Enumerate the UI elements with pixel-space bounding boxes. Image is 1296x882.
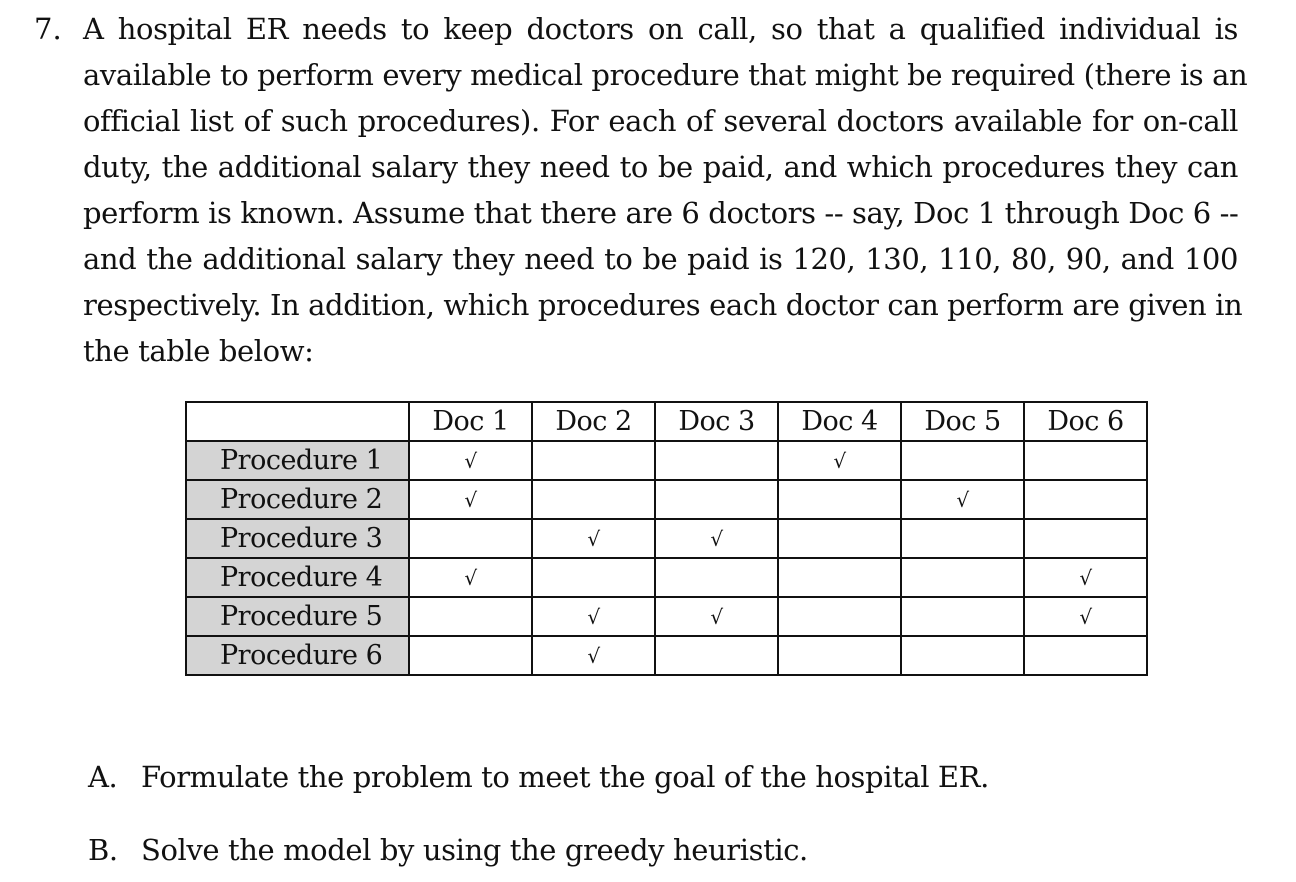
table-row	[186, 636, 1147, 675]
column-header: Doc 1	[409, 402, 532, 441]
part-text: Solve the model by using the greedy heuristic.	[141, 833, 808, 867]
table-row	[186, 597, 1147, 636]
question-part-a	[88, 760, 989, 794]
table-cell: √	[409, 441, 532, 480]
statement-line: A hospital ER needs to keep doctors on call, so that a qualified individual is	[83, 12, 1238, 46]
part-letter: A.	[88, 760, 118, 794]
table-cell: √	[532, 519, 655, 558]
table-cell	[532, 441, 655, 480]
table-cell	[901, 441, 1024, 480]
row-header: Procedure 5	[186, 597, 409, 636]
row-header: Procedure 6	[186, 636, 409, 675]
table-cell: √	[409, 480, 532, 519]
table-cell	[409, 636, 532, 675]
table-header-row	[186, 402, 1147, 441]
table-cell: √	[778, 441, 901, 480]
table-cell	[655, 441, 778, 480]
statement-line: official list of such procedures). For each of several doctors available for on-call	[83, 104, 1238, 138]
column-header: Doc 4	[778, 402, 901, 441]
table-row	[186, 519, 1147, 558]
table-cell	[532, 480, 655, 519]
table-cell	[778, 636, 901, 675]
column-header: Doc 2	[532, 402, 655, 441]
table-cell: √	[409, 558, 532, 597]
problem-statement	[83, 6, 1248, 374]
table-row	[186, 558, 1147, 597]
row-header: Procedure 4	[186, 558, 409, 597]
table-cell	[1024, 441, 1147, 480]
table-cell	[655, 558, 778, 597]
table-cell	[655, 480, 778, 519]
table-cell	[532, 558, 655, 597]
part-letter: B.	[88, 833, 118, 867]
table-cell	[655, 636, 778, 675]
statement-line: perform is known. Assume that there are 6 doctors -- say, Doc 1 through Doc 6 --	[83, 196, 1239, 230]
question-part-b	[88, 833, 808, 867]
statement-line: respectively. In addition, which procedures each doctor can perform are given in	[83, 288, 1243, 322]
doctor-procedure-table	[185, 401, 1148, 676]
row-header: Procedure 3	[186, 519, 409, 558]
table-cell	[901, 519, 1024, 558]
column-header: Doc 3	[655, 402, 778, 441]
table-cell: √	[1024, 558, 1147, 597]
table-row	[186, 480, 1147, 519]
column-header: Doc 5	[901, 402, 1024, 441]
table-cell	[778, 597, 901, 636]
table-cell	[901, 636, 1024, 675]
table-cell	[409, 597, 532, 636]
table-cell	[409, 519, 532, 558]
problem-number: 7.	[34, 12, 62, 46]
statement-line: duty, the additional salary they need to be paid, and which procedures they can	[83, 150, 1238, 184]
table-cell	[1024, 480, 1147, 519]
table-cell	[901, 558, 1024, 597]
column-header: Doc 6	[1024, 402, 1147, 441]
row-header: Procedure 1	[186, 441, 409, 480]
part-text: Formulate the problem to meet the goal of the hospital ER.	[141, 760, 989, 794]
table-cell	[901, 597, 1024, 636]
statement-line: and the additional salary they need to be paid is 120, 130, 110, 80, 90, and 100	[83, 242, 1238, 276]
table-cell: √	[1024, 597, 1147, 636]
table-row	[186, 441, 1147, 480]
table-cell	[778, 519, 901, 558]
table-cell: √	[532, 597, 655, 636]
table-corner-cell	[186, 402, 409, 441]
statement-line: the table below:	[83, 334, 314, 368]
table-cell	[1024, 636, 1147, 675]
table-cell	[778, 558, 901, 597]
table-cell: √	[901, 480, 1024, 519]
table-cell: √	[655, 597, 778, 636]
table-cell: √	[655, 519, 778, 558]
table-cell: √	[532, 636, 655, 675]
table-cell	[778, 480, 901, 519]
statement-line: available to perform every medical procedure that might be required (there is an	[83, 58, 1248, 92]
row-header: Procedure 2	[186, 480, 409, 519]
table-cell	[1024, 519, 1147, 558]
